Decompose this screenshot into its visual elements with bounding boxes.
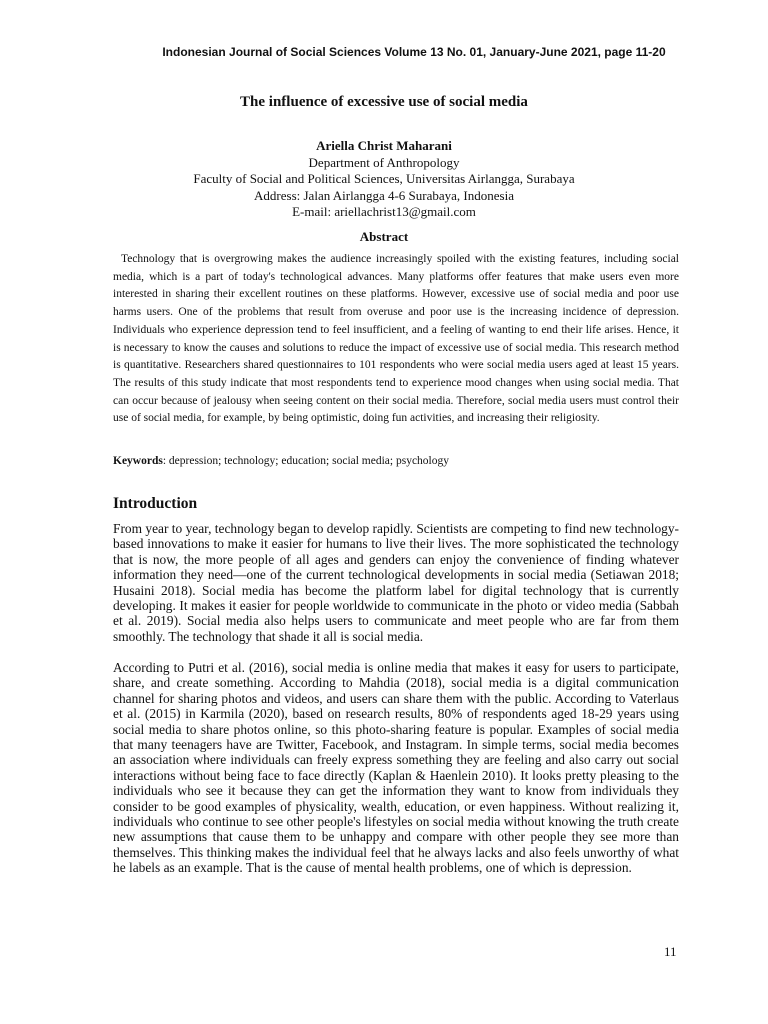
author-email: E-mail: ariellachrist13@gmail.com <box>292 204 476 219</box>
keywords-line <box>113 455 679 467</box>
introduction-heading: Introduction <box>113 495 198 512</box>
author-department: Department of Anthropology <box>308 154 460 170</box>
page-number: 11 <box>664 944 677 959</box>
author-address: Address: Jalan Airlangga 4-6 Surabaya, Indonesia <box>254 187 514 203</box>
abstract-text: Technology that is overgrowing makes the audience increasingly spoiled with the existing features, including social media, which is a part of today's technological advances. Many platforms offer features that make users even more interested in sharing their excellent routines on these platforms. However, excessive use of social media and poor use harms users. One of the problems that result from overuse and poor use is the increasing incidence of depression. Individuals who experience depression tend to feel insufficient, and a feeling of wanting to end their life arises. Hence, it is necessary to know the causes and solutions to reduce the impact of excessive use of social media. This research method is quantitative. Researchers shared questionnaires to 101 respondents who were social media users aged at least 15 years. The results of this study indicate that most respondents tend to experience mood changes when using social media. That can occur because of jealousy when seeing content on their social media. Therefore, social media users must control their use of social media, for example, by being optimistic, doing fun activities, and increasing their religiosity. <box>113 253 679 425</box>
journal-running-header: Indonesian Journal of Social Sciences Volume 13 No. 01, January-June 2021, page 11-20 <box>162 45 666 59</box>
keywords-text: : depression; technology; education; social media; psychology <box>162 455 450 467</box>
author-faculty: Faculty of Social and Political Sciences, Universitas Airlangga, Surabaya <box>193 171 575 186</box>
abstract-heading: Abstract <box>359 229 409 244</box>
author-name: Ariella Christ Maharani <box>316 138 452 153</box>
article-title: The influence of excessive use of social media <box>240 94 528 110</box>
author-block <box>0 138 768 221</box>
introduction-paragraph: According to Putri et al. (2016), social media is online media that makes it easy for users to participate, share, and create something. According to Mahdia (2018), social media is a digital communication channel for sharing photos and videos, and users can share them with the public. According to Vaterlaus et al. (2015) in Karmila (2020), based on research results, 80% of respondents aged 18-29 years using social media to share photos online, so this photo-sharing feature is popular. Examples of social media that many teenagers have are Twitter, Facebook, and Instagram. In simple terms, social media becomes an association where individuals can freely express something they are feeling and also carry out social interactions without being face to face directly (Kaplan & Haenlein 2010). It looks pretty pleasing to the individuals who see it because they can get the information they want to know from individuals they consider to be good examples of physicality, wealth, education, or even happiness. Without realizing it, individuals who continue to see other people's lifestyles on social media without knowing the truth create new assumptions that cause them to be unhappy and compare with other people they see more than themselves. This thinking makes the individual feel that he always lacks and also feels unworthy of what he labels as an example. That is the cause of mental health problems, one of which is depression. <box>113 660 679 876</box>
introduction-paragraph: From year to year, technology began to develop rapidly. Scientists are competing to find new technology-based innovations to make it easier for humans to live their lives. The more sophisticated the technology that is now, the more people of all ages and genders can enjoy the convenience of finding whatever information they need—one of the current technological developments in social media (Setiawan 2018; Husaini 2018). Social media has become the platform label for digital technology that is currently developing. It makes it easier for people worldwide to communicate in the photo or video media (Sabbah et al. 2019). Social media also helps users to communicate and meet people who are far from them smoothly. The technology that shade it all is social media. <box>113 521 679 644</box>
keywords-label: Keywords <box>113 455 163 467</box>
